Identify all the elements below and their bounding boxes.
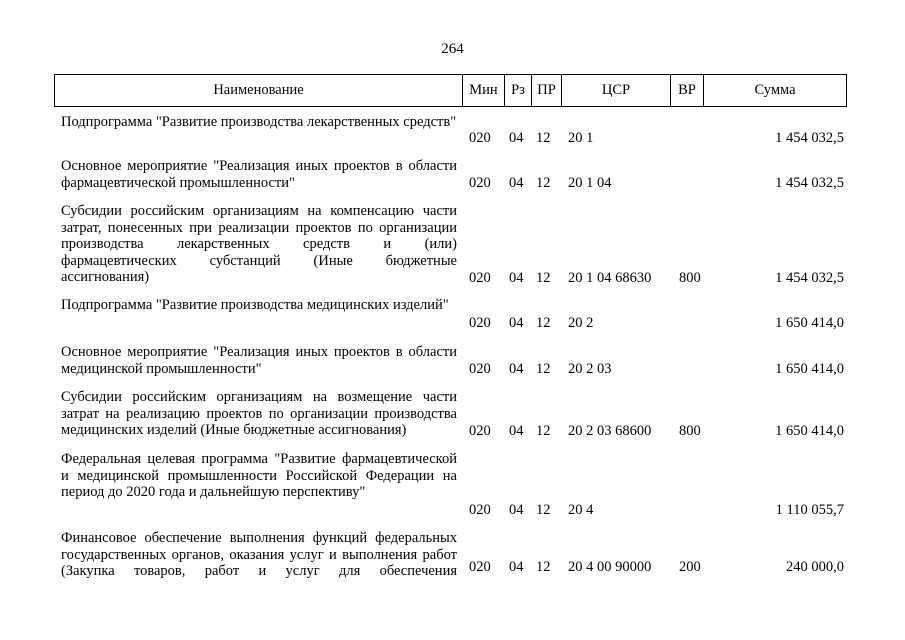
table-row bbox=[0, 203, 905, 289]
row-sum: 1 454 032,5 bbox=[775, 270, 844, 286]
row-pr: 12 bbox=[536, 270, 551, 286]
row-rz: 04 bbox=[509, 315, 524, 331]
header-pr: ПР bbox=[532, 75, 562, 106]
header-vr: ВР bbox=[671, 75, 704, 106]
row-csr: 20 1 bbox=[568, 130, 594, 146]
row-pr: 12 bbox=[536, 423, 551, 439]
row-min: 020 bbox=[469, 502, 491, 518]
header-csr: ЦСР bbox=[562, 75, 671, 106]
row-name: Субсидии российским организациям на компенсацию части затрат, понесенных при реализации проектов по организации производства лекарственных средств и (или) фармацевтических субстанций (Иные бюджетные ассигнования) bbox=[61, 203, 457, 285]
row-pr: 12 bbox=[536, 559, 551, 575]
row-csr: 20 1 04 68630 bbox=[568, 270, 652, 286]
row-rz: 04 bbox=[509, 361, 524, 377]
row-min: 020 bbox=[469, 423, 491, 439]
header-min: Мин bbox=[463, 75, 505, 106]
row-pr: 12 bbox=[536, 361, 551, 377]
row-min: 020 bbox=[469, 130, 491, 146]
header-rz: Рз bbox=[505, 75, 532, 106]
row-csr: 20 2 03 bbox=[568, 361, 612, 377]
row-sum: 1 650 414,0 bbox=[775, 315, 844, 331]
row-sum: 1 454 032,5 bbox=[775, 130, 844, 146]
row-rz: 04 bbox=[509, 130, 524, 146]
row-pr: 12 bbox=[536, 175, 551, 191]
row-csr: 20 2 bbox=[568, 315, 594, 331]
row-name: Основное мероприятие "Реализация иных проектов в области медицинской промышленности" bbox=[61, 344, 457, 377]
table-header bbox=[54, 74, 847, 107]
row-rz: 04 bbox=[509, 175, 524, 191]
table-row bbox=[0, 158, 905, 194]
row-name: Субсидии российским организациям на возмещение части затрат на реализацию проектов по организации производства медицинских изделий (Иные бюджетные ассигнования) bbox=[61, 389, 457, 438]
table-row bbox=[0, 530, 905, 582]
row-sum: 1 650 414,0 bbox=[775, 423, 844, 439]
header-sum: Сумма bbox=[754, 82, 796, 98]
row-name: Основное мероприятие "Реализация иных проектов в области фармацевтической промышленности" bbox=[61, 158, 457, 191]
row-min: 020 bbox=[469, 175, 491, 191]
row-sum: 1 454 032,5 bbox=[775, 175, 844, 191]
table-row bbox=[0, 297, 905, 333]
row-vr: 200 bbox=[679, 559, 701, 575]
table-row bbox=[0, 344, 905, 380]
page-number: 264 bbox=[441, 41, 464, 57]
row-rz: 04 bbox=[509, 423, 524, 439]
table-row bbox=[0, 114, 905, 150]
table-row bbox=[0, 389, 905, 441]
row-min: 020 bbox=[469, 559, 491, 575]
row-vr: 800 bbox=[679, 423, 701, 439]
row-csr: 20 1 04 bbox=[568, 175, 612, 191]
row-pr: 12 bbox=[536, 315, 551, 331]
row-name: Подпрограмма "Развитие производства медицинских изделий" bbox=[61, 297, 449, 313]
row-pr: 12 bbox=[536, 130, 551, 146]
row-sum: 1 650 414,0 bbox=[775, 361, 844, 377]
row-name: Подпрограмма "Развитие производства лекарственных средств" bbox=[61, 114, 457, 130]
row-sum: 1 110 055,7 bbox=[775, 502, 844, 518]
row-rz: 04 bbox=[509, 270, 524, 286]
row-csr: 20 2 03 68600 bbox=[568, 423, 652, 439]
header-name: Наименование bbox=[55, 75, 463, 106]
table-row bbox=[0, 451, 905, 521]
row-sum: 240 000,0 bbox=[786, 559, 844, 575]
row-csr: 20 4 00 90000 bbox=[568, 559, 652, 575]
row-vr: 800 bbox=[679, 270, 701, 286]
row-pr: 12 bbox=[536, 502, 551, 518]
row-min: 020 bbox=[469, 361, 491, 377]
row-csr: 20 4 bbox=[568, 502, 594, 518]
row-name: Федеральная целевая программа "Развитие фармацевтической и медицинской промышленности Российской Федерации на период до 2020 года и дальнейшую перспективу" bbox=[61, 451, 457, 500]
row-rz: 04 bbox=[509, 559, 524, 575]
row-min: 020 bbox=[469, 270, 491, 286]
row-min: 020 bbox=[469, 315, 491, 331]
row-name: Финансовое обеспечение выполнения функций федеральных государственных органов, оказания услуг и выполнения работ (Закупка товаров, работ и услуг для обеспечения bbox=[61, 530, 457, 579]
row-rz: 04 bbox=[509, 502, 524, 518]
